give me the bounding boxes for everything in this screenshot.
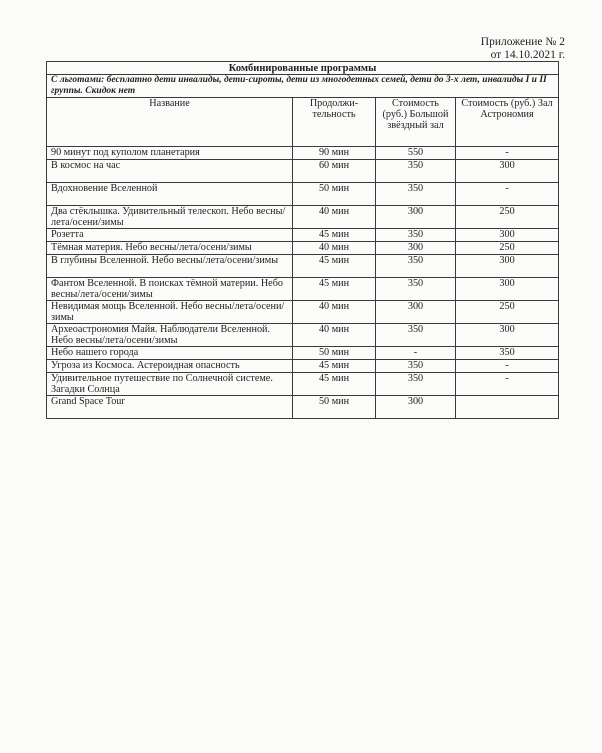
program-duration: 40 мин [293,242,376,255]
table-row [47,373,559,396]
price-astro-hall: - [456,373,559,396]
header-duration: Продолжи-тельность [293,98,376,147]
program-name: Невидимая мощь Вселенной. Небо весны/лета/осени/зимы [47,301,293,324]
table-row [47,301,559,324]
price-big-hall: 350 [376,324,456,347]
price-big-hall: 350 [376,373,456,396]
table-row [47,160,559,183]
price-astro-hall [456,396,559,419]
table-header-row [47,98,559,147]
program-name: В космос на час [47,160,293,183]
price-astro-hall: 300 [456,160,559,183]
price-astro-hall: - [456,183,559,206]
header-big-hall: Стоимость (руб.) Большой звёздный зал [376,98,456,147]
price-big-hall: 300 [376,206,456,229]
program-duration: 50 мин [293,396,376,419]
program-name: Два стёклышка. Удивительный телескоп. Небо весны/лета/осени/зимы [47,206,293,229]
table-row [47,206,559,229]
program-name: Угроза из Космоса. Астероидная опасность [47,360,293,373]
program-name: Вдохновение Вселенной [47,183,293,206]
price-big-hall: - [376,347,456,360]
program-duration: 60 мин [293,160,376,183]
programs-table [46,61,559,419]
table-row [47,347,559,360]
price-big-hall: 350 [376,255,456,278]
program-duration: 45 мин [293,278,376,301]
table-title: Комбинированные программы [47,62,559,75]
price-astro-hall: 250 [456,242,559,255]
appendix-date: от 14.10.2021 г. [490,49,565,61]
price-big-hall: 350 [376,229,456,242]
program-name: Тёмная материя. Небо весны/лета/осени/зимы [47,242,293,255]
appendix-header [440,36,565,62]
price-big-hall: 350 [376,360,456,373]
price-astro-hall: - [456,360,559,373]
header-name: Название [47,98,293,147]
program-duration: 50 мин [293,183,376,206]
program-duration: 40 мин [293,301,376,324]
price-big-hall: 350 [376,183,456,206]
price-big-hall: 300 [376,301,456,324]
program-duration: 40 мин [293,206,376,229]
table-row [47,183,559,206]
benefits-note: С льготами: бесплатно дети инвалиды, дети-сироты, дети из многодетных семей, дети до 3-х лет, инвалиды I и II группы. Скидок нет [47,75,559,98]
program-duration: 45 мин [293,360,376,373]
price-astro-hall: 300 [456,255,559,278]
program-duration: 45 мин [293,373,376,396]
program-name: Удивительное путешествие по Солнечной системе. Загадки Солнца [47,373,293,396]
price-astro-hall: 300 [456,324,559,347]
price-astro-hall: 300 [456,229,559,242]
program-duration: 45 мин [293,255,376,278]
price-astro-hall: 250 [456,206,559,229]
table-row [47,147,559,160]
program-duration: 50 мин [293,347,376,360]
program-duration: 40 мин [293,324,376,347]
price-big-hall: 350 [376,278,456,301]
program-duration: 45 мин [293,229,376,242]
table-row [47,324,559,347]
table-row [47,278,559,301]
price-astro-hall: - [456,147,559,160]
program-name: Фантом Вселенной. В поисках тёмной материи. Небо весны/лета/осени/зимы [47,278,293,301]
table-row [47,396,559,419]
price-big-hall: 550 [376,147,456,160]
price-astro-hall: 300 [456,278,559,301]
table-row [47,360,559,373]
price-big-hall: 300 [376,242,456,255]
price-astro-hall: 250 [456,301,559,324]
price-astro-hall: 350 [456,347,559,360]
table-row [47,242,559,255]
program-name: 90 минут под куполом планетария [47,147,293,160]
price-big-hall: 350 [376,160,456,183]
table-row [47,255,559,278]
price-big-hall: 300 [376,396,456,419]
table-row [47,229,559,242]
program-name: Археоастрономия Майя. Наблюдатели Вселенной. Небо весны/лета/осени/зимы [47,324,293,347]
header-astro-hall: Стоимость (руб.) Зал Астрономия [456,98,559,147]
program-name: Grand Space Tour [47,396,293,419]
program-name: В глубины Вселенной. Небо весны/лета/осени/зимы [47,255,293,278]
program-duration: 90 мин [293,147,376,160]
appendix-number: Приложение № 2 [480,36,565,48]
program-name: Небо нашего города [47,347,293,360]
program-name: Розетта [47,229,293,242]
